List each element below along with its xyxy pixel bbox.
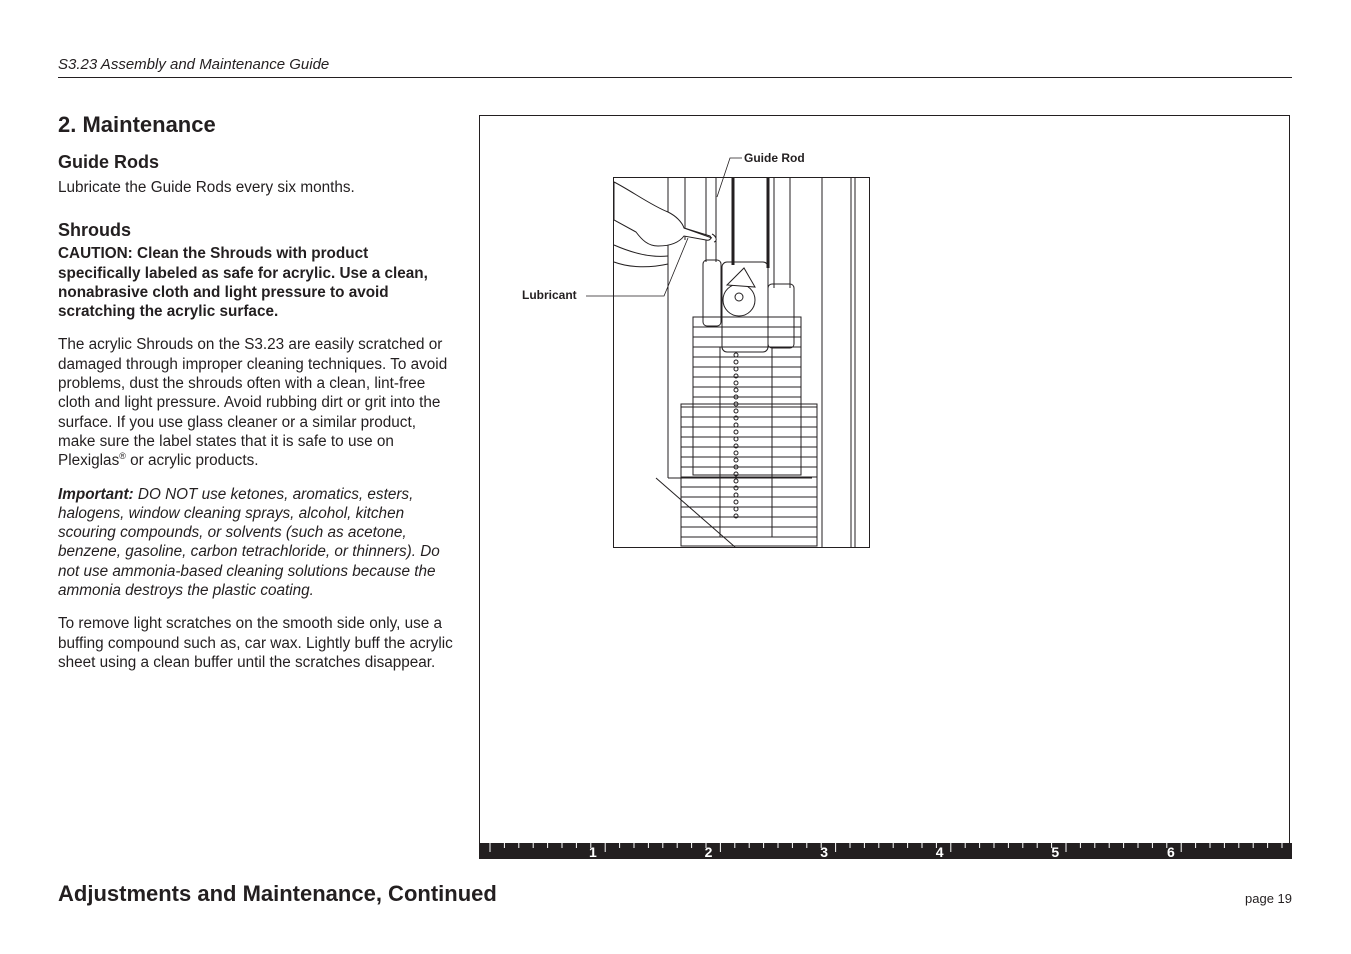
running-head: S3.23 Assembly and Maintenance Guide — [58, 56, 330, 73]
shrouds-body-before: The acrylic Shrouds on the S3.23 are easily scratched or damaged through improper cleaning techniques. To avoid problems, dust the shrouds often with a clean, lint-free cloth and light pressure. Avoid rubbing dirt or grit into the surface. If you use glass cleaner or a similar product, make sure the label states that it is safe to use on Plexiglas — [58, 336, 448, 470]
selector-hole — [734, 458, 738, 462]
ruler-number: 3 — [820, 844, 828, 859]
selector-hole — [734, 423, 738, 427]
ruler-number: 1 — [589, 844, 597, 859]
lubricant-callout: Lubricant — [522, 288, 577, 302]
ruler-number: 2 — [704, 844, 713, 859]
ruler-number: 5 — [1051, 844, 1060, 859]
guide-rods-text: Lubricate the Guide Rods every six months. — [58, 179, 355, 196]
selector-hole — [734, 409, 738, 413]
registered-mark: ® — [119, 451, 126, 462]
shrouds-body-after: or acrylic products. — [125, 452, 259, 470]
selector-hole — [734, 451, 738, 455]
selector-hole — [734, 437, 738, 441]
selector-hole — [734, 367, 738, 371]
page-number: page 19 — [1245, 891, 1292, 906]
selector-hole — [734, 353, 738, 357]
selector-hole — [734, 507, 738, 511]
ruler-number: 6 — [1167, 844, 1175, 859]
weight-plate-lines — [681, 327, 817, 537]
scale-ruler — [479, 843, 1292, 859]
selector-hole — [734, 381, 738, 385]
selector-hole — [734, 500, 738, 504]
selector-hole — [734, 360, 738, 364]
hand-with-lubricant — [614, 182, 716, 267]
selector-hole — [734, 430, 738, 434]
important-label: Important: — [58, 485, 134, 503]
section-title: 2. Maintenance — [58, 112, 216, 137]
caution-text: CAUTION: Clean the Shrouds with product specifically labeled as safe for acrylic. Use a clean, nonabrasive cloth and light pressure to avoid scratching the acrylic surface. — [58, 245, 428, 321]
guide-rods-heading: Guide Rods — [58, 152, 160, 172]
selector-hole — [734, 493, 738, 497]
selector-pin-holes — [734, 353, 738, 518]
guide-rod-callout: Guide Rod — [744, 151, 805, 165]
footer-title: Adjustments and Maintenance, Continued — [58, 881, 497, 906]
important-text: DO NOT use ketones, aromatics, esters, halogens, window cleaning sprays, alcohol, kitchen scouring compounds, or solvents (such as acetone, benzene, gasoline, carbon tetrachloride, or thinners). Do not use ammonia-based cleaning solutions because the ammonia destroys the plastic coating. — [58, 485, 440, 600]
selector-hole — [734, 388, 738, 392]
shrouds-heading: Shrouds — [58, 220, 132, 241]
scratch-removal-text: To remove light scratches on the smooth side only, use a buffing compound such as, car wax. Lightly buff the acrylic sheet using a clean buffer until the scratches disappear. — [58, 615, 453, 671]
selector-hole — [734, 479, 738, 483]
ruler-number: 4 — [935, 844, 944, 859]
